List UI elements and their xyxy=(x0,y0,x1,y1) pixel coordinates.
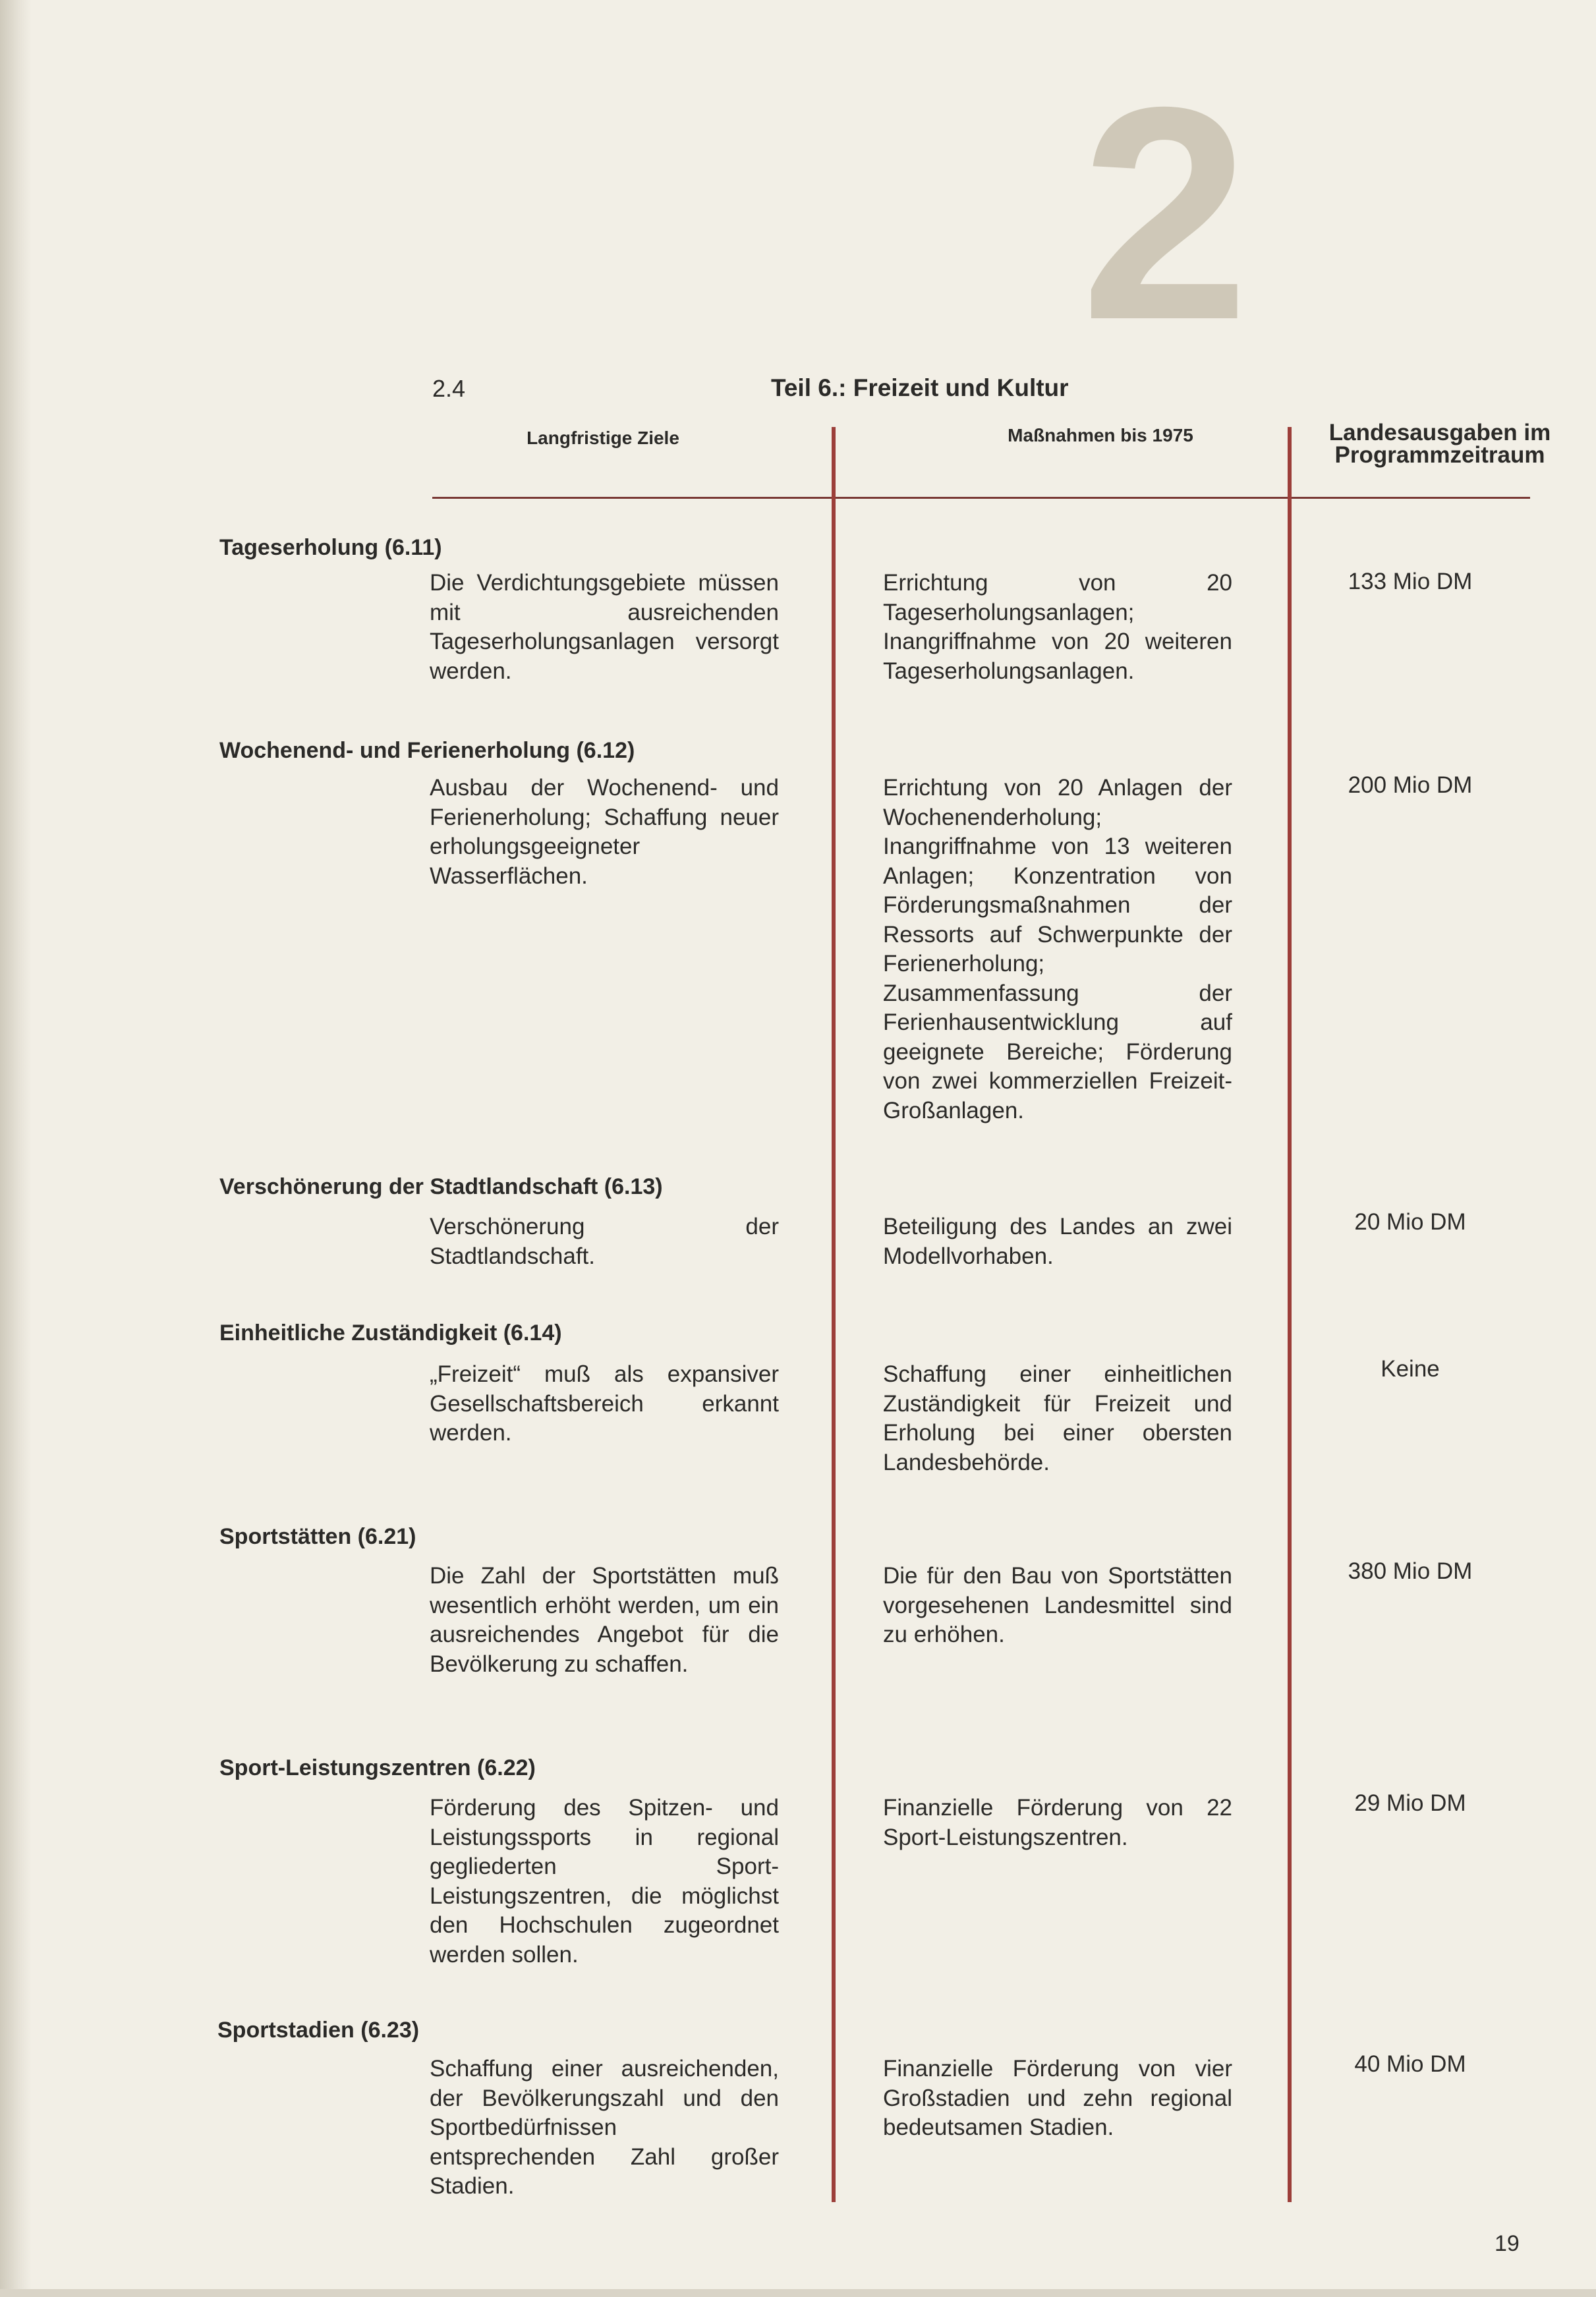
row-heading-verschoenerung: Verschönerung der Stadtlandschaft (6.13) xyxy=(219,1174,663,1199)
row-heading-wochenend: Wochenend- und Ferienerholung (6.12) xyxy=(219,738,635,763)
row-measure-wochenend: Errichtung von 20 Anlagen der Wochenenderholung; Inangriffnahme von 13 weiteren Anlagen; Konzentration von Förderungsmaßnahmen der Ressorts auf Schwerpunkte der Ferienerholung; Zusammenfassung der Ferienhausentwicklung auf geeignete Bereiche; Förderung von zwei kommerziellen Freizeit-Großanlagen. xyxy=(883,775,1232,1123)
row-heading-zustaendigkeit: Einheitliche Zuständigkeit (6.14) xyxy=(219,1320,562,1346)
row-goal-leistungszentren: Förderung des Spitzen- und Leistungssports in regional gegliederten Sport-Leistungszentren, die möglichst den Hochschulen zugeordnet werden sollen. xyxy=(430,1795,779,1968)
column-divider-2 xyxy=(1288,427,1292,2202)
row-budget-sportstaetten: 380 Mio DM xyxy=(1348,1558,1473,1584)
row-goal-sportstadien: Schaffung einer ausreichenden, der Bevölkerungszahl und den Sportbedürfnissen entsprechenden Zahl großer Stadien. xyxy=(430,2056,779,2199)
row-goal-verschoenerung: Verschönerung der Stadtlandschaft. xyxy=(430,1214,779,1269)
row-budget-sportstadien: 40 Mio DM xyxy=(1354,2051,1466,2077)
row-budget-tageserholung: 133 Mio DM xyxy=(1348,569,1473,594)
column-divider-1 xyxy=(832,427,836,2202)
row-heading-leistungszentren: Sport-Leistungszentren (6.22) xyxy=(219,1755,536,1780)
column-header-goals: Langfristige Ziele xyxy=(527,428,679,448)
row-budget-verschoenerung: 20 Mio DM xyxy=(1354,1209,1466,1235)
row-budget-leistungszentren: 29 Mio DM xyxy=(1354,1790,1466,1816)
chapter-number: 2 xyxy=(1081,45,1243,383)
row-measure-sportstadien: Finanzielle Förderung von vier Großstadien und zehn regional bedeutsamen Stadien. xyxy=(883,2056,1232,2140)
row-goal-tageserholung: Die Verdichtungsgebiete müssen mit ausreichenden Tageserholungsanlagen versorgt werden. xyxy=(430,570,779,684)
column-header-budget xyxy=(1308,422,1572,467)
row-goal-zustaendigkeit: „Freizeit“ muß als expansiver Gesellschaftsbereich erkannt werden. xyxy=(430,1361,779,1446)
header-rule xyxy=(432,497,1530,499)
page-number: 19 xyxy=(1495,2231,1520,2256)
row-goal-sportstaetten: Die Zahl der Sportstätten muß wesentlich erhöht werden, um ein ausreichendes Angebot für die Bevölkerung zu schaffen. xyxy=(430,1563,779,1677)
row-measure-verschoenerung: Beteiligung des Landes an zwei Modellvorhaben. xyxy=(883,1214,1232,1269)
page-binding-edge xyxy=(0,0,32,2297)
row-heading-sportstadien: Sportstadien (6.23) xyxy=(217,2018,420,2043)
row-heading-tageserholung: Tageserholung (6.11) xyxy=(219,535,442,560)
column-header-measures: Maßnahmen bis 1975 xyxy=(1008,425,1193,445)
row-heading-sportstaetten: Sportstätten (6.21) xyxy=(219,1524,416,1549)
column-header-budget-line2: Programmzeitraum xyxy=(1334,442,1545,468)
row-measure-leistungszentren: Finanzielle Förderung von 22 Sport-Leistungszentren. xyxy=(883,1795,1232,1850)
row-goal-wochenend: Ausbau der Wochenend- und Ferienerholung; Schaffung neuer erholungsgeeigneter Wasserflächen. xyxy=(430,775,779,889)
row-measure-tageserholung: Errichtung von 20 Tageserholungsanlagen; Inangriffnahme von 20 weiteren Tageserholungsanlagen. xyxy=(883,570,1232,684)
section-number: 2.4 xyxy=(432,375,466,402)
part-title: Teil 6.: Freizeit und Kultur xyxy=(771,374,1069,401)
row-measure-sportstaetten: Die für den Bau von Sportstätten vorgesehenen Landesmittel sind zu erhöhen. xyxy=(883,1563,1232,1647)
row-budget-wochenend: 200 Mio DM xyxy=(1348,772,1473,798)
page-bottom-edge xyxy=(0,2289,1596,2297)
row-measure-zustaendigkeit: Schaffung einer einheitlichen Zuständigkeit für Freizeit und Erholung bei einer obersten Landesbehörde. xyxy=(883,1361,1232,1475)
row-budget-zustaendigkeit: Keine xyxy=(1381,1356,1440,1382)
column-header-budget-line1: Landesausgaben im xyxy=(1328,420,1551,445)
